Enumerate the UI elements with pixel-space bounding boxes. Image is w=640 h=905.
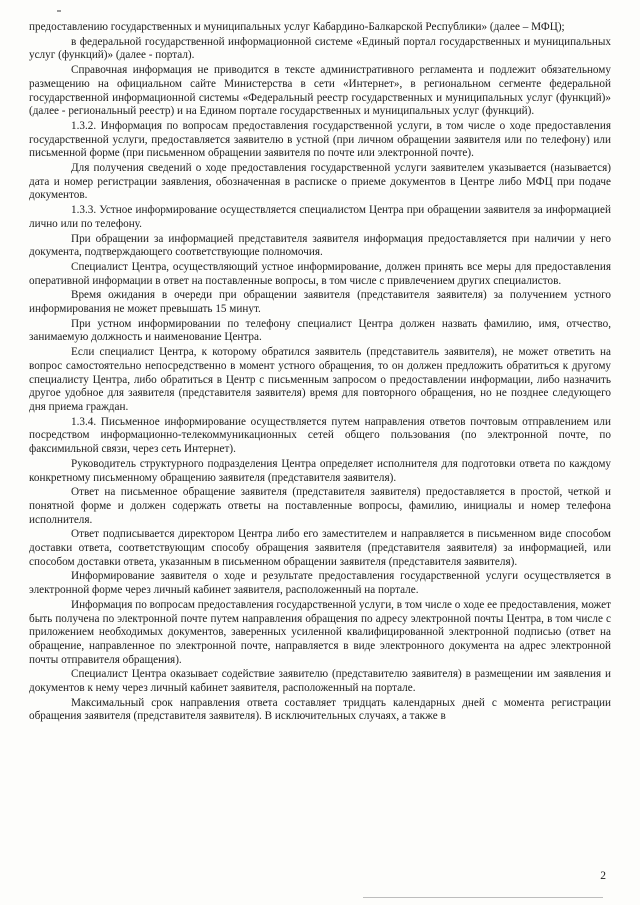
paragraph: Время ожидания в очереди при обращении заявителя (представителя заявителя) за получением устного информирования не может превышать 15 минут. (29, 289, 611, 316)
paragraph: Специалист Центра, осуществляющий устное информирование, должен принять все меры для предоставления оперативной информации в ответ на поставленные вопросы, в том числе с привлечением других специалистов. (29, 260, 611, 287)
paragraph: Справочная информация не приводится в тексте административного регламента и подлежит обязательному размещению на официальном сайте Министерства в сети «Интернет», в региональном сегменте федеральной государственной информационной системы «Федеральный реестр государственных и муниципальных услуг (функций)» (далее - региональный реестр) и на Едином портале государственных и муниципальных услуг (функций). (29, 64, 611, 118)
paragraph: Информирование заявителя о ходе и результате предоставления государственной услуги осуществляется в электронной форме через личный кабинет заявителя, расположенный на портале. (29, 570, 611, 597)
paragraph: Специалист Центра оказывает содействие заявителю (представителю заявителя) в размещении им заявления и документов к нему через личный кабинет заявителя, расположенный на портале. (29, 668, 611, 695)
paragraph: Информация по вопросам предоставления государственной услуги, в том числе о ходе ее предоставления, может быть получена по электронной почте путем направления обращения по адресу электронной почты Центра, в том числе с приложением необходимых документов, заверенных усиленной квалифицированной электронной подписью (ответ на обращение, направленное по электронной почте, направляется в виде электронного документа на адрес электронной почты отправителя обращения). (29, 598, 611, 666)
paragraph: 1.3.3. Устное информирование осуществляется специалистом Центра при обращении заявителя за информацией лично или по телефону. (29, 204, 611, 230)
paragraph: Руководитель структурного подразделения Центра определяет исполнителя для подготовки ответа по каждому конкретному письменному обращению заявителя (представителя заявителя). (29, 457, 611, 484)
page-number: 2 (600, 870, 606, 882)
paragraph: 1.3.2. Информация по вопросам предоставления государственной услуги, в том числе о ходе предоставления государственной услуги, предоставляется заявителю в устной (при личном обращении заявителя или по телефону) или письменной форме (при письменном обращении заявителя по почте или электронной почте). (29, 119, 611, 160)
paragraph: 1.3.4. Письменное информирование осуществляется путем направления ответов почтовым отправлением или посредством информационно-телекоммуникационных сетей общего пользования (по электронной почте, по факсимильной связи, через сеть Интернет). (29, 415, 611, 456)
paragraph: предоставлению государственных и муниципальных услуг Кабардино-Балкарской Республики» (далее – МФЦ); (29, 21, 565, 33)
document-body (29, 21, 611, 724)
paragraph: Максимальный срок направления ответа составляет тридцать календарных дней с момента регистрации обращения заявителя (представителя заявителя). В исключительных случаях, а также в (29, 696, 611, 723)
paragraph: При обращении за информацией представителя заявителя информация предоставляется при наличии у него документа, подтверждающего соответствующие полномочия. (29, 232, 611, 259)
footer-rule (363, 897, 603, 898)
paragraph: Если специалист Центра, к которому обратился заявитель (представитель заявителя), не может ответить на вопрос самостоятельно непосредственно в момент устного обращения, то он должен предложить обратиться к другому специалисту Центра, либо обратиться в Центр с письменным запросом о предоставлении информации, либо назначить другое удобное для заявителя (представителя заявителя) время для повторного обращения, но не позднее следующего дня приема граждан. (29, 346, 611, 413)
paragraph: Ответ подписывается директором Центра либо его заместителем и направляется в письменном виде способом доставки ответа, соответствующим способу обращения заявителя (представителя заявителя) за информацией, или способом доставки ответа, указанным в письменном обращении заявителя (представителя заявителя). (29, 528, 611, 568)
scan-mark (57, 10, 61, 12)
paragraph: При устном информировании по телефону специалист Центра должен назвать фамилию, имя, отчество, занимаемую должность и наименование Центра. (29, 317, 611, 344)
paragraph: Ответ на письменное обращение заявителя (представителя заявителя) предоставляется в простой, четкой и понятной форме и должен содержать ответы на поставленные вопросы, фамилию, инициалы и номер телефона исполнителя. (29, 486, 611, 526)
paragraph: Для получения сведений о ходе предоставления государственной услуги заявителем указывается (называется) дата и номер регистрации заявления, обозначенная в расписке о приеме документов в Центре либо МФЦ при подаче документов. (29, 162, 611, 202)
paragraph: в федеральной государственной информационной системе «Единый портал государственных и муниципальных услуг (функций)» (далее - портал). (29, 35, 611, 62)
